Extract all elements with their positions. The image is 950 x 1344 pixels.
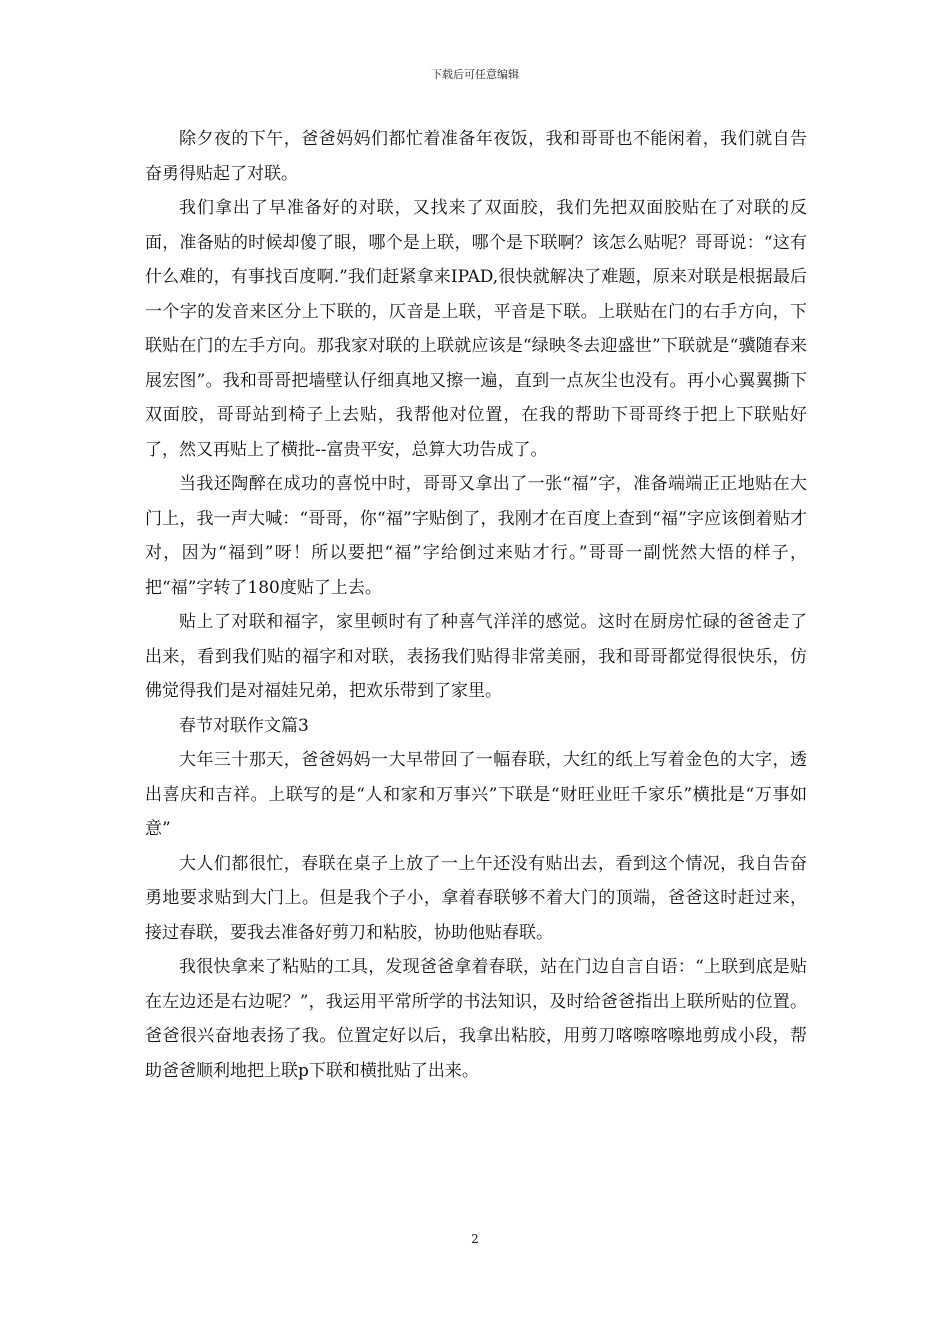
paragraph: 贴上了对联和福字，家里顿时有了种喜气洋洋的感觉。这时在厨房忙碌的爸爸走了出来，看到我们贴的福字和对联，表扬我们贴得非常美丽，我和哥哥都觉得很快乐，仿佛觉得我们是对福娃兄弟，把欢乐带到了家里。 [145,612,807,701]
paragraph: 大年三十那天，爸爸妈妈一大早带回了一幅春联，大红的纸上写着金色的大字，透出喜庆和吉祥。上联写的是“人和家和万事兴”下联是“财旺业旺千家乐”横批是“万事如意” [145,750,807,839]
section-heading: 春节对联作文篇3 [179,715,309,736]
page-header: 下载后可任意编辑 [431,68,519,81]
page-number: 2 [471,1232,479,1246]
paragraph: 当我还陶醉在成功的喜悦中时，哥哥又拿出了一张“福”字，准备端端正正地贴在大门上，我一声大喊：“哥哥，你“福”字贴倒了，我刚才在百度上查到“福”字应该倒着贴才对，因为“福到”呀！所以要把“福”字给倒过来贴才行。”哥哥一副恍然大悟的样子，把“福”字转了180度贴了上去。 [145,474,807,598]
paragraph: 除夕夜的下午，爸爸妈妈们都忙着准备年夜饭，我和哥哥也不能闲着，我们就自告奋勇得贴起了对联。 [145,129,807,184]
paragraph: 我很快拿来了粘贴的工具，发现爸爸拿着春联，站在门边自言自语：“上联到底是贴在左边还是右边呢？”，我运用平常所学的书法知识，及时给爸爸指出上联所贴的位置。爸爸很兴奋地表扬了我。位置定好以后，我拿出粘胶，用剪刀喀嚓喀嚓地剪成小段，帮助爸爸顺利地把上联p下联和横批贴了出来。 [145,957,807,1081]
document-body [145,122,807,1088]
paragraph: 我们拿出了早准备好的对联，又找来了双面胶，我们先把双面胶贴在了对联的反面，准备贴的时候却傻了眼，哪个是上联，哪个是下联啊？该怎么贴呢？哥哥说：“这有什么难的，有事找百度啊.”我们赶紧拿来IPAD,很快就解决了难题，原来对联是根据最后一个字的发音来区分上下联的，仄音是上联，平音是下联。上联贴在门的右手方向，下联贴在门的左手方向。那我家对联的上联就应该是“绿映冬去迎盛世”下联就是“骥随春来展宏图”。我和哥哥把墙壁认仔细真地又擦一遍，直到一点灰尘也没有。再小心翼翼撕下双面胶，哥哥站到椅子上去贴，我帮他对位置，在我的帮助下哥哥终于把上下联贴好了，然又再贴上了横批--富贵平安，总算大功告成了。 [145,198,807,460]
paragraph: 大人们都很忙，春联在桌子上放了一上午还没有贴出去，看到这个情况，我自告奋勇地要求贴到大门上。但是我个子小，拿着春联够不着大门的顶端，爸爸这时赶过来，接过春联，要我去准备好剪刀和粘胶，协助他贴春联。 [145,853,807,943]
